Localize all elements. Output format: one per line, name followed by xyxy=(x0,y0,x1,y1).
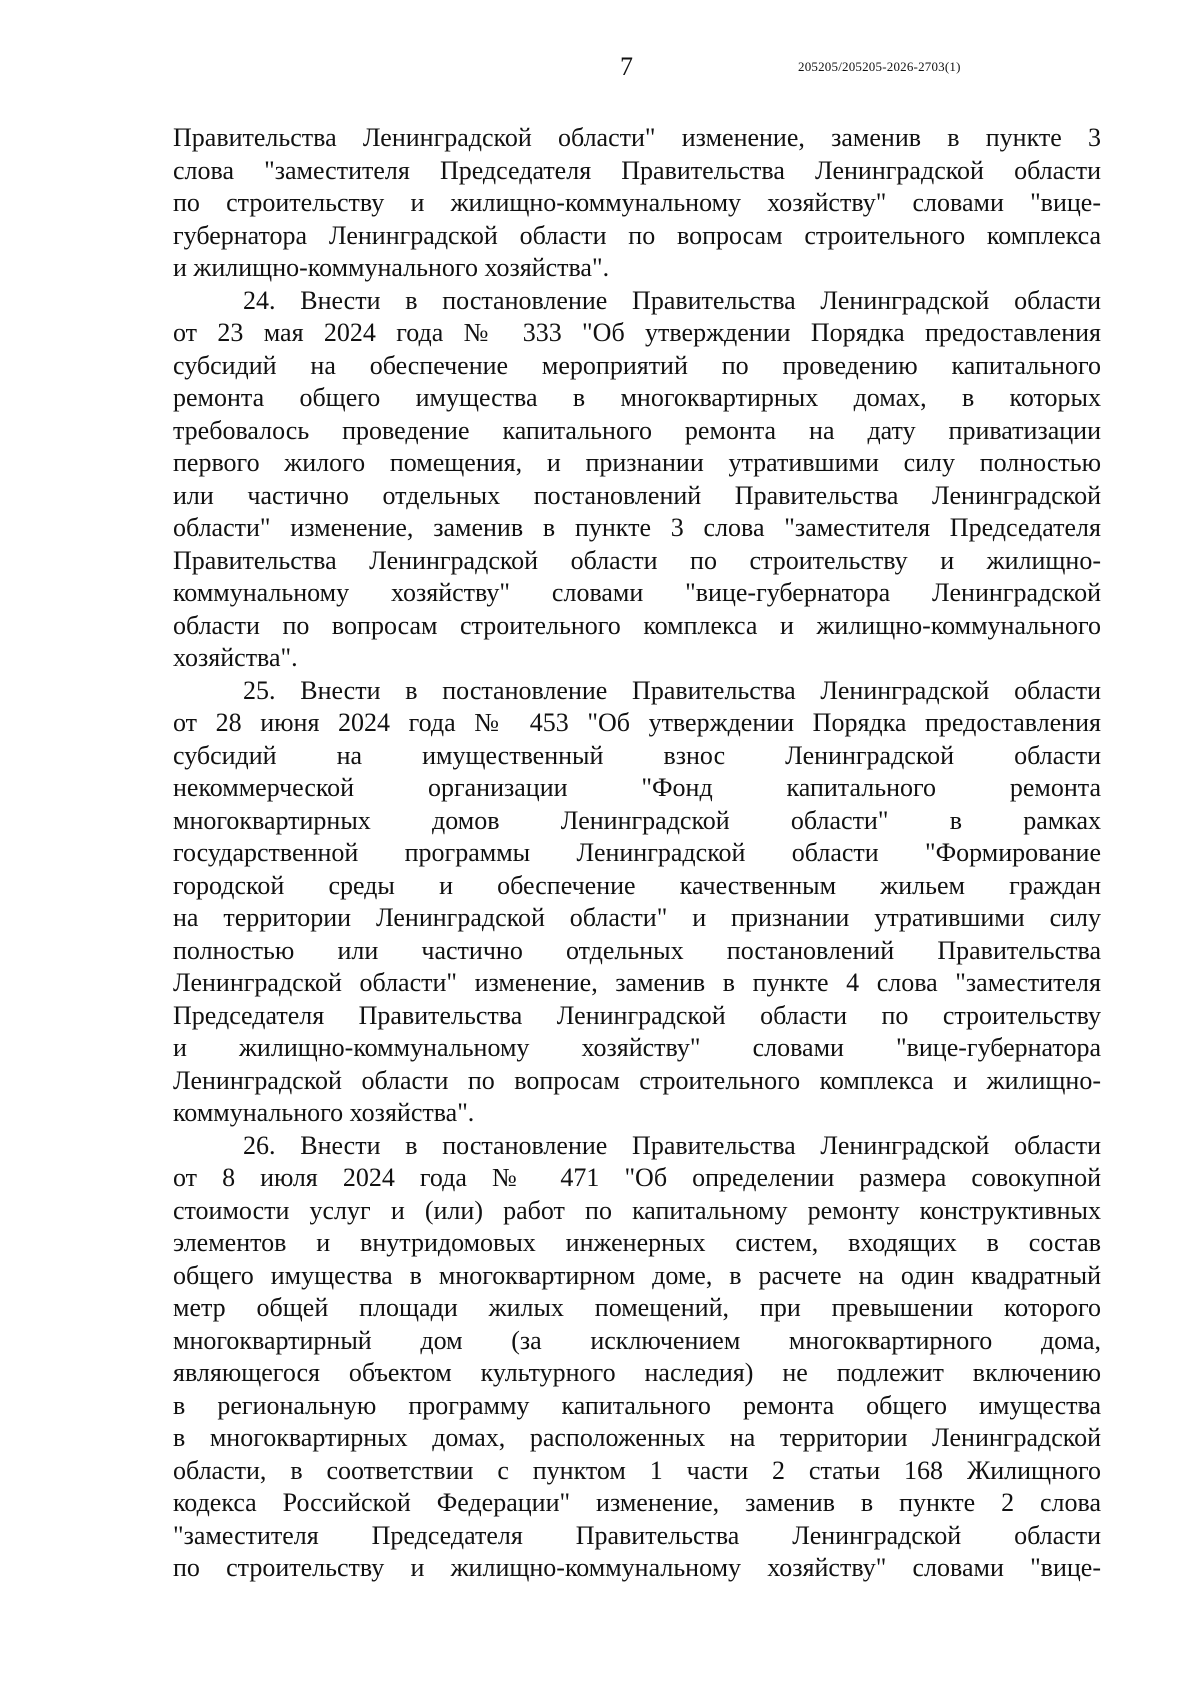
text-line: 25. Внести в постановление Правительства Ленинградской области xyxy=(243,675,1101,705)
text-line: от 28 июня 2024 года № 453 "Об утверждении Порядка предоставления xyxy=(173,708,1101,737)
text-line: кодекса Российской Федерации" изменение, заменив в пункте 2 слова xyxy=(173,1488,1101,1517)
text-line: Ленинградской области по вопросам строительного комплекса и жилищно- xyxy=(173,1065,1101,1095)
text-line: общего имущества в многоквартирном доме, в расчете на один квадратный xyxy=(173,1260,1101,1290)
text-line: являющегося объектом культурного наследия) не подлежит включению xyxy=(173,1358,1101,1387)
text-line: и жилищно-коммунального хозяйства". xyxy=(173,253,610,282)
text-line: элементов и внутридомовых инженерных систем, входящих в состав xyxy=(173,1228,1101,1257)
text-line: и жилищно-коммунальному хозяйству" словами "вице-губернатора xyxy=(173,1033,1101,1062)
text-line: 26. Внести в постановление Правительства Ленинградской области xyxy=(243,1130,1101,1160)
text-line: стоимости услуг и (или) работ по капитальному ремонту конструктивных xyxy=(173,1195,1101,1225)
text-line: или частично отдельных постановлений Правительства Ленинградской xyxy=(173,480,1101,510)
text-line: "заместителя Председателя Правительства Ленинградской области xyxy=(173,1520,1101,1550)
document-body xyxy=(173,122,1101,1585)
text-line: от 23 мая 2024 года № 333 "Об утверждении Порядка предоставления xyxy=(173,318,1101,347)
text-line: коммунальному хозяйству" словами "вице-губернатора Ленинградской xyxy=(173,578,1101,607)
text-line: ремонта общего имущества в многоквартирных домах, в которых xyxy=(173,383,1101,412)
text-line: Правительства Ленинградской области" изменение, заменив в пункте 3 xyxy=(173,123,1101,152)
text-line: субсидий на обеспечение мероприятий по проведению капитального xyxy=(173,350,1101,380)
text-line: в региональную программу капитального ремонта общего имущества xyxy=(173,1390,1101,1420)
text-line: на территории Ленинградской области" и признании утратившими силу xyxy=(173,903,1101,932)
text-line: Ленинградской области" изменение, заменив в пункте 4 слова "заместителя xyxy=(173,968,1101,997)
text-line: некоммерческой организации "Фонд капитального ремонта xyxy=(173,773,1101,802)
text-line: государственной программы Ленинградской области "Формирование xyxy=(173,838,1101,867)
document-id: 205205/205205-2026-2703(1) xyxy=(798,59,961,74)
text-line: коммунального хозяйства". xyxy=(173,1098,475,1127)
text-line: хозяйства". xyxy=(173,643,298,672)
text-line: 24. Внести в постановление Правительства Ленинградской области xyxy=(243,285,1101,315)
text-line: первого жилого помещения, и признании утратившими силу полностью xyxy=(173,448,1101,477)
text-line: многоквартирных домов Ленинградской области" в рамках xyxy=(173,805,1101,835)
text-line: Правительства Ленинградской области по строительству и жилищно- xyxy=(173,545,1101,575)
text-line: области по вопросам строительного комплекса и жилищно-коммунального xyxy=(173,610,1101,640)
text-line: требовалось проведение капитального ремонта на дату приватизации xyxy=(173,415,1101,445)
text-line: области, в соответствии с пунктом 1 части 2 статьи 168 Жилищного xyxy=(173,1455,1101,1485)
text-line: Председателя Правительства Ленинградской области по строительству xyxy=(173,1000,1101,1030)
text-line: губернатора Ленинградской области по вопросам строительного комплекса xyxy=(173,220,1101,250)
text-line: по строительству и жилищно-коммунальному хозяйству" словами "вице- xyxy=(173,1553,1101,1582)
text-line: области" изменение, заменив в пункте 3 слова "заместителя Председателя xyxy=(173,513,1101,542)
text-line: по строительству и жилищно-коммунальному хозяйству" словами "вице- xyxy=(173,188,1101,217)
text-line: от 8 июля 2024 года № 471 "Об определении размера совокупной xyxy=(173,1163,1101,1192)
text-line: полностью или частично отдельных постановлений Правительства xyxy=(173,935,1101,965)
text-line: многоквартирный дом (за исключением многоквартирного дома, xyxy=(173,1325,1101,1355)
text-line: субсидий на имущественный взнос Ленинградской области xyxy=(173,740,1101,770)
text-line: в многоквартирных домах, расположенных на территории Ленинградской xyxy=(173,1423,1101,1452)
text-line: метр общей площади жилых помещений, при превышении которого xyxy=(173,1293,1101,1322)
text-line: городской среды и обеспечение качественным жильем граждан xyxy=(173,870,1101,900)
page-number: 7 xyxy=(620,52,633,81)
text-line: слова "заместителя Председателя Правительства Ленинградской области xyxy=(173,155,1101,185)
